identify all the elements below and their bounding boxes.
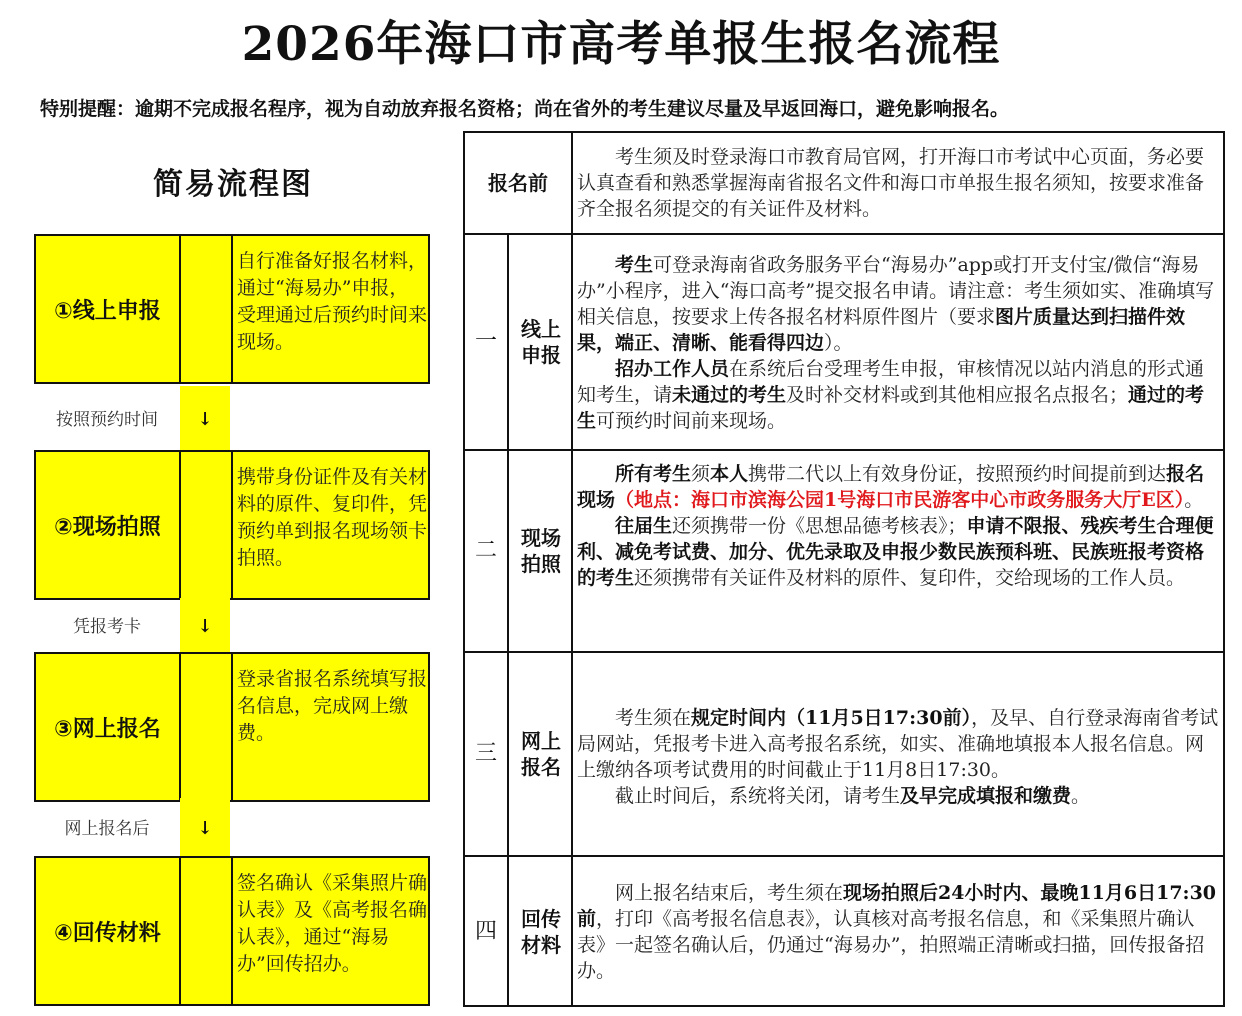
table-row-content: 考生须在规定时间内（11月5日17:30前），及早、自行登录海南省考试局网站，凭报考卡进入高考报名系统，如实、准确地填报本人报名信息。网上缴纳各项考试费用的时间截止于11月8日17:30。 截止时间后，系统将关闭，请考生及早完成填报和缴费。 bbox=[577, 707, 1219, 807]
down-arrow-icon: ↓ bbox=[197, 616, 213, 637]
table-column-divider bbox=[571, 131, 573, 1007]
flow-step-name: ②现场拍照 bbox=[36, 452, 181, 598]
table-divider bbox=[463, 651, 1225, 653]
flow-step-spacer bbox=[181, 654, 233, 800]
table-divider bbox=[463, 233, 1225, 235]
table-row-number: 二 bbox=[474, 538, 497, 563]
table-row-content: 网上报名结束后，考生须在现场拍照后24小时内、最晚11月6日17:30前，打印《高考报名信息表》，认真核对高考报名信息，和《采集照片确认表》一起签名确认后，仍通过“海易办”，拍照端正清晰或扫描，回传报备招办。 bbox=[577, 882, 1217, 982]
table-row-stage: 网上报名 bbox=[521, 729, 561, 779]
table-row-content: 考生可登录海南省政务服务平台“海易办”app或打开支付宝/微信“海易办”小程序，进入“海口高考”提交报名申请。请注意：考生须如实、准确填写相关信息，按要求上传各报名材料原件图片（要求图片质量达到扫描件效果，端正、清晰、能看得四边）。 招办工作人员在系统后台受理考生申报，审核情况以站内消息的形式通知考生，请未通过的考生及时补交材料或到其他相应报名点报名；通过的考生可预约时间前来现场。 bbox=[577, 254, 1215, 432]
table-row-stage: 回传材料 bbox=[521, 907, 561, 957]
down-arrow-icon: ↓ bbox=[197, 409, 213, 430]
flow-step-desc: 登录省报名系统填写报名信息，完成网上缴费。 bbox=[237, 668, 428, 744]
down-arrow-icon: ↓ bbox=[197, 818, 213, 839]
flow-step-spacer bbox=[181, 452, 233, 598]
flow-step-desc: 携带身份证件及有关材料的原件、复印件，凭预约单到报名现场领卡拍照。 bbox=[237, 466, 428, 569]
flow-connector-label: 网上报名后 bbox=[64, 819, 150, 839]
table-row-stage: 现场拍照 bbox=[521, 526, 561, 576]
table-pre-text: 考生须及时登录海口市教育局官网，打开海口市考试中心页面，务必要认真查看和熟悉掌握海南省报名文件和海口市单报生报名须知，按要求准备齐全报名须提交的有关证件及材料。 bbox=[577, 146, 1205, 220]
flow-connector-label: 按照预约时间 bbox=[56, 410, 158, 430]
table-divider bbox=[463, 449, 1225, 451]
flow-step-name: ①线上申报 bbox=[36, 236, 181, 382]
table-row-content: 所有考生须本人携带二代以上有效身份证，按照预约时间提前到达报名现场（地点：海口市滨海公园1号海口市民游客中心市政务服务大厅E区）。 往届生还须携带一份《思想品德考核表》；申请不限报、残疾考生合理便利、减免考试费、加分、优先录取及申报少数民族预科班、民族班报考资格的考生还须携带有关证件及材料的原件、复印件，交给现场的工作人员。 bbox=[577, 463, 1214, 589]
table-row-stage: 线上申报 bbox=[521, 317, 561, 367]
page-title: 2026年海口市高考单报生报名流程 bbox=[241, 17, 1001, 72]
flow-step-online-apply bbox=[34, 234, 430, 384]
table-row-number: 一 bbox=[474, 329, 497, 354]
table-pre-label: 报名前 bbox=[488, 171, 548, 195]
flow-step-name: ③网上报名 bbox=[36, 654, 181, 800]
flow-step-online-register bbox=[34, 652, 430, 802]
flow-step-return-materials bbox=[34, 856, 430, 1006]
special-reminder: 特别提醒：逾期不完成报名程序，视为自动放弃报名资格；尚在省外的考生建议尽量及早返回海口，避免影响报名。 bbox=[40, 98, 1010, 120]
flow-step-desc: 自行准备好报名材料，通过“海易办”申报，受理通过后预约时间来现场。 bbox=[237, 250, 428, 353]
flow-step-spacer bbox=[181, 858, 233, 1004]
flow-chart-title: 简易流程图 bbox=[153, 167, 313, 202]
flow-step-desc: 签名确认《采集照片确认表》及《高考报名确认表》，通过“海易办”回传招办。 bbox=[237, 872, 428, 975]
table-row-number: 三 bbox=[474, 741, 497, 766]
flow-step-onsite-photo bbox=[34, 450, 430, 600]
table-row-number: 四 bbox=[474, 919, 497, 944]
flow-connector-label: 凭报考卡 bbox=[73, 617, 141, 637]
table-column-divider bbox=[507, 233, 509, 1007]
flow-step-name: ④回传材料 bbox=[36, 858, 181, 1004]
flow-step-spacer bbox=[181, 236, 233, 382]
table-divider bbox=[463, 855, 1225, 857]
